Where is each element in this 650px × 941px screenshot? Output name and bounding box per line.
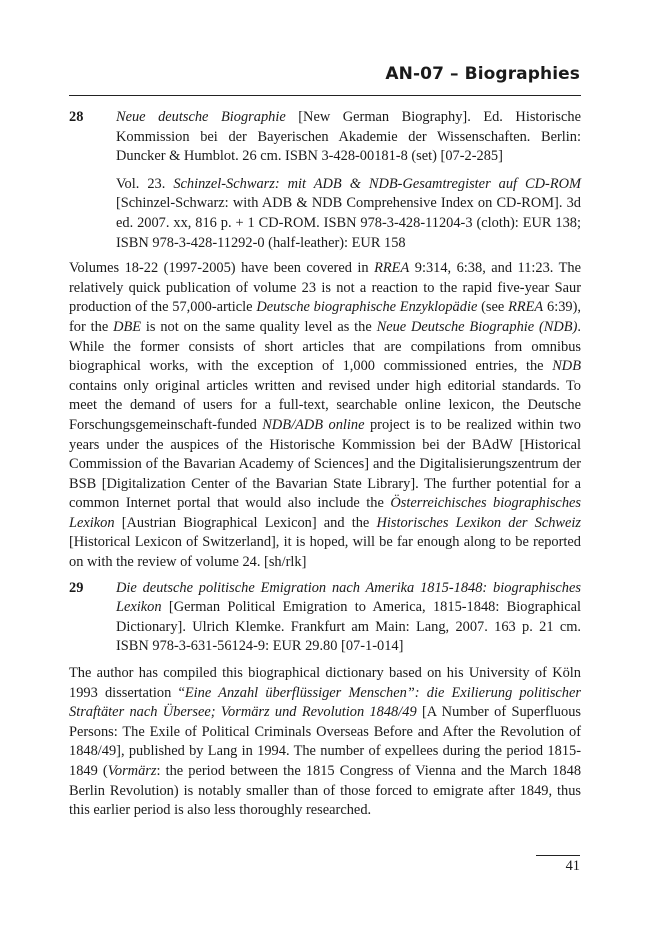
entry-details: [German Political Emigration to America, 1815-1848: Biographical Dictionary]. Ulrich Klemke. Frankfurt am Main: Lang, 2007. 163 p. 21 cm. ISBN 978-3-631-56124-9: EUR 29.80 [07-1-014] — [116, 599, 581, 655]
volume-title: Schinzel-Schwarz: mit ADB & NDB-Gesamtregister auf CD-ROM — [173, 175, 582, 192]
review-italic: RREA — [508, 299, 544, 316]
review-paragraph-29 — [69, 664, 581, 821]
review-italic: RREA — [374, 260, 410, 277]
review-italic: Vormärz — [107, 763, 157, 779]
header-rule — [69, 95, 581, 96]
review-italic: NDB — [552, 358, 581, 375]
review-italic: Historisches Lexikon der Schweiz — [376, 514, 581, 531]
entry-title: Die deutsche politische Emigration nach Amerika 1815-1848: biographisches Lexikon — [116, 579, 581, 616]
review-italic: Deutsche biographische Enzyklopädie — [256, 299, 478, 316]
page-body — [69, 108, 581, 821]
entry-title: Neue deutsche Biographie — [116, 109, 286, 125]
review-italic: Neue Deutsche Biographie (NDB) — [376, 318, 578, 335]
review-text: [Historical Lexicon of Switzerland], it is hoped, will be far enough along to be reported on with the review of volume 24. [sh/rlk] — [69, 534, 581, 571]
review-text: : the period between the 1815 Congress of Vienna and the March 1848 Berlin Revolution) is notably smaller than of those forced to emigrate after 1849, thus this earlier period is also less thoroughly researched. — [69, 763, 582, 819]
entry-number: 28 — [69, 109, 84, 125]
entry-citation — [116, 108, 581, 167]
bibliographic-entry-28 — [69, 108, 581, 253]
volume-citation — [116, 175, 581, 253]
entry-details: [New German Biography]. Ed. Historische Kommission bei der Bayerischen Akademie der Wissenschaften. Berlin: Duncker & Humblot. 26 cm. ISBN 3-428-00181-8 (set) [07-2-285] — [116, 109, 581, 165]
review-text: 9:314, 6:38, and 11:23. The relatively quick publication of volume 23 is not a reaction to the rapid five-year Saur production of the 57,000-article — [69, 260, 581, 316]
review-text: Volumes 18-22 (1997-2005) have been covered in — [69, 260, 375, 277]
review-text: is not on the same quality level as the — [141, 318, 377, 335]
entry-number: 29 — [69, 579, 84, 596]
review-italic: Eine Anzahl überflüssiger Menschen”: die Exilierung politischer Straftäter nach Übersee; Vormärz und Revolution 1848/49 — [69, 684, 581, 721]
running-head: AN-07 – Biographies — [385, 64, 580, 84]
page-number: 41 — [565, 858, 580, 874]
review-text: project is to be realized within two years under the auspices of the Historische Kommission bei der BAdW [Historical Commission of the Bavarian Academy of Sciences] and the Digitalisierungszentrum der BSB [Digitalization Center of the Bavarian State Library]. The further potential for a common Internet portal that would also include the — [69, 416, 581, 512]
volume-prefix: Vol. 23. — [116, 175, 174, 192]
review-text: [A Number of Superfluous Persons: The Exile of Political Criminals Overseas Before and After the Revolution of 1848/49], published by Lang in 1994. The number of expellees during the period 1815-1849 ( — [69, 704, 581, 779]
review-text: (see — [477, 299, 509, 316]
review-text: . While the former consists of short articles that are compilations from omnibus biographical works, with the exception of 1,000 commissioned entries, the — [69, 318, 581, 375]
bibliographic-entry-29 — [69, 579, 581, 657]
review-italic: Österreichisches biographisches Lexikon — [69, 495, 581, 531]
review-text: [Austrian Biographical Lexicon] and the — [114, 514, 377, 531]
review-italic: NDB/ADB online — [262, 416, 365, 433]
review-italic: DBE — [113, 318, 142, 335]
review-text: contains only original articles written and revised under high editorial standards. To meet the demand of users for a full-text, searchable online lexicon, the Deutsche Forschungsgemeinschaft-funded — [69, 377, 581, 433]
entry-citation — [116, 579, 581, 657]
footer-rule — [536, 855, 580, 856]
review-text: The author has compiled this biographical dictionary based on his University of Köln 1993 dissertation “ — [69, 665, 581, 701]
review-paragraph-28 — [69, 259, 581, 573]
review-text: 6:39), for the — [69, 299, 581, 335]
volume-details: [Schinzel-Schwarz: with ADB & NDB Comprehensive Index on CD-ROM]. 3d ed. 2007. xx, 816 p. + 1 CD-ROM. ISBN 978-3-428-11204-3 (cloth): EUR 138; ISBN 978-3-428-11292-0 (half-leather): EUR 158 — [116, 195, 581, 251]
